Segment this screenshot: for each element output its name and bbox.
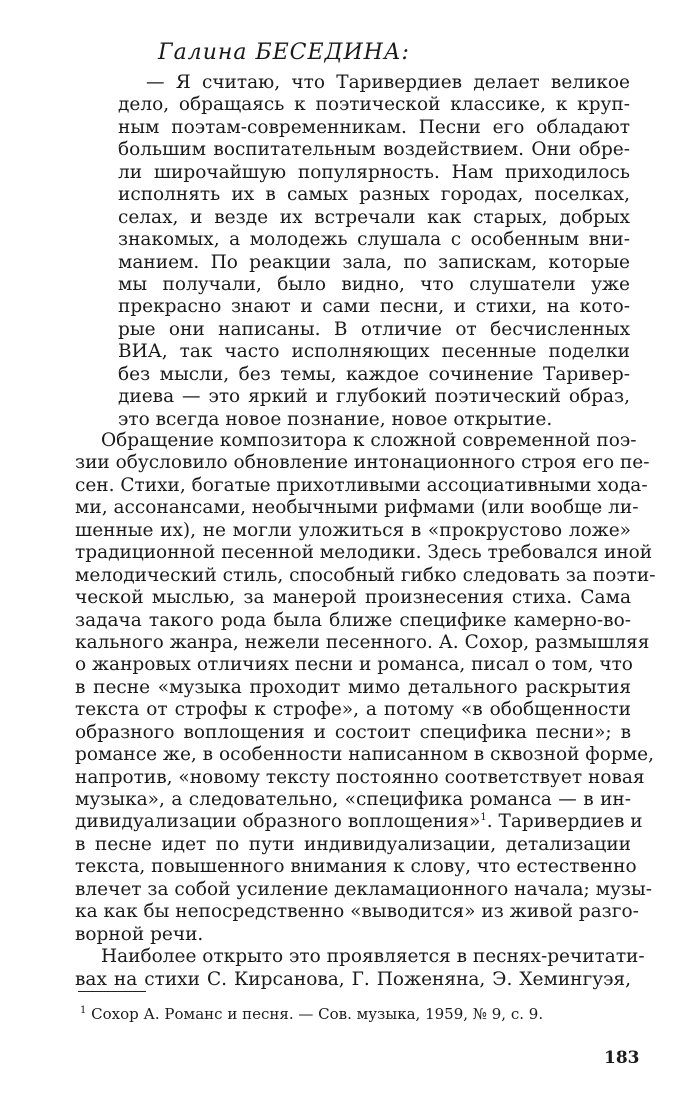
footnote [80, 1004, 543, 1024]
text-line: о жанровых отличиях песни и романса, писал о том, что [75, 654, 633, 676]
quote-line: мы получали, было видно, что слушатели уже [118, 273, 630, 295]
text-fragment: дивидуализации образного воплощения» [75, 811, 481, 833]
text-line: шенные их), не могли уложиться в «прокрустово ложе» [75, 519, 631, 541]
text-fragment: . Таривердиев и [486, 811, 643, 833]
text-line: Обращение композитора к сложной современной поэ- [101, 430, 637, 451]
quote-line: большим воспитательным воздействием. Они обре- [118, 139, 630, 161]
text-line: текста от строфы к строфе», а потому «в обобщенности [75, 699, 631, 721]
quote-line: селах, и везде их встречали как старых, добрых [118, 206, 630, 228]
text-line: кального жанра, нежели песенного. А. Сохор, размышляя [75, 631, 650, 653]
text-line: традиционной песенной мелодики. Здесь требовался иной [75, 542, 653, 564]
footnote-text: Сохор А. Романс и песня. — Сов. музыка, 1959, № 9, с. 9. [91, 1005, 544, 1023]
footnote-marker: 1 [480, 812, 487, 824]
text-line: романсе же, в особенности написанном в сквозной форме, [75, 744, 654, 766]
text-line: влечет за собой усиление декламационного начала; музы- [75, 878, 652, 900]
quote-block [118, 72, 630, 431]
text-line: ка как бы непосредственно «выводится» из живой разго- [75, 901, 639, 923]
text-line: в песне «музыка проходит мимо детального раскрытия [75, 676, 631, 698]
page-number: 183 [604, 1048, 640, 1068]
quote-line: диева — это яркий и глубокий поэтический образ, [118, 386, 630, 408]
text-line: Наиболее открыто это проявляется в песнях-речитати- [101, 946, 645, 968]
text-line: сен. Стихи, богатые прихотливыми ассоциативными хода- [75, 474, 648, 496]
quote-line: ВИА, так часто исполняющих песенные поделки [118, 341, 630, 363]
text-line-with-footnote [75, 811, 643, 833]
text-line: напротив, «новому тексту постоянно соответствует новая [75, 766, 645, 788]
quote-line: это всегда новое познание, новое открытие. [118, 408, 553, 430]
quote-line: прекрасно знают и сами песни, и стихи, на кото- [118, 296, 630, 318]
main-text [75, 430, 656, 991]
text-line: образного воплощения и состоит специфика песни»; в [75, 721, 631, 743]
footnote-number: 1 [80, 1005, 87, 1016]
text-line: зии обусловило обновление интонационного строя его пе- [75, 452, 650, 474]
quote-line: — Я считаю, что Таривердиев делает великое [146, 72, 630, 93]
quote-line: без мысли, без темы, каждое сочинение Таривер- [118, 363, 630, 385]
quote-line: ли широчайшую популярность. Нам приходилось [118, 161, 630, 183]
text-line: ворной речи. [75, 923, 204, 945]
text-line: в песне идет по пути индивидуализации, детализации [75, 833, 631, 855]
text-line: ческой мыслью, за манерой произнесения стиха. Сама [75, 587, 631, 609]
speaker-name: Галина БЕСЕДИНА: [158, 40, 410, 65]
quote-line: рые они написаны. В отличие от бесчисленных [118, 318, 630, 340]
text-line: мелодический стиль, способный гибко следовать за поэти- [75, 564, 656, 586]
quote-line: манием. По реакции зала, по запискам, которые [118, 251, 630, 273]
footnote-divider [78, 991, 146, 992]
quote-line: ным поэтам-современникам. Песни его обладают [118, 116, 630, 138]
quote-line: дело, обращаясь к поэтической классике, к круп- [118, 94, 630, 116]
text-line: ми, ассонансами, необычными рифмами (или вообще ли- [75, 497, 639, 519]
quote-line: знакомых, а молодежь слушала с особенным вни- [118, 229, 630, 251]
text-line: задача такого рода была ближе специфике камерно-во- [75, 609, 631, 631]
quote-line: исполнять их в самых разных городах, поселках, [118, 184, 630, 206]
text-line: вах на стихи С. Кирсанова, Г. Поженяна, Э. Хемингуэя, [75, 968, 631, 990]
text-line: текста, повышенного внимания к слову, что естественно [75, 856, 637, 878]
text-line: музыка», а следовательно, «специфика романса — в ин- [75, 789, 631, 810]
